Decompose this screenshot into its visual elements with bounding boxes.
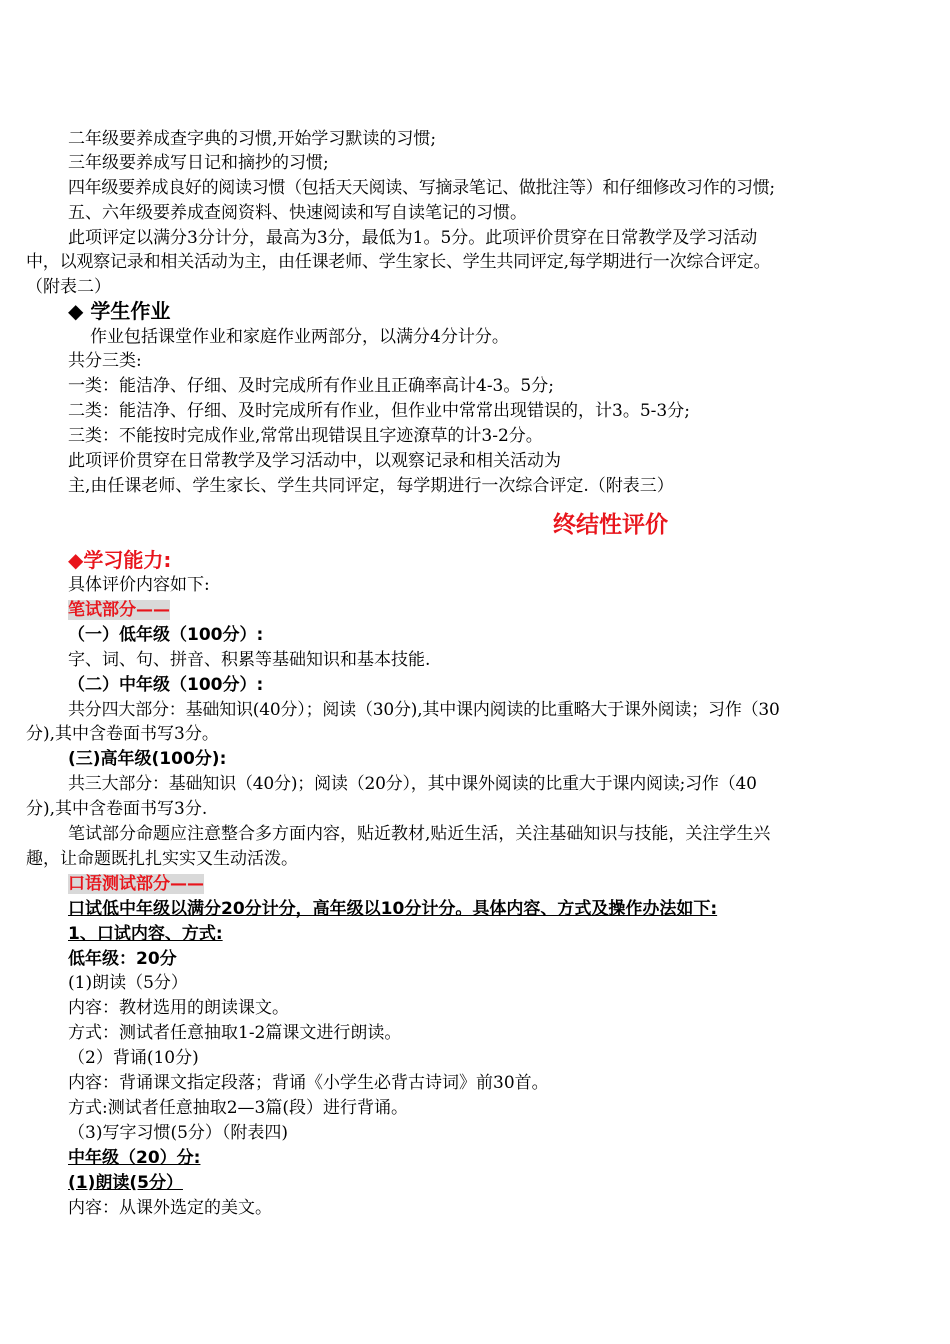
low-grade-title: （一）低年级（100分）:	[68, 625, 264, 645]
habit-eval-line-2: 中，以观察记录和相关活动为主，由任课老师、学生家长、学生共同评定,每学期进行一次综合评定。	[26, 252, 771, 272]
oral-read-title: (1)朗读（5分）	[68, 973, 188, 993]
oral-recite-title: （2）背诵(10分)	[68, 1048, 199, 1068]
habit-eval-line-1: 此项评定以满分3分计分，最高为3分，最低为1。5分。此项评价贯穿在日常教学及学习活动	[68, 228, 758, 248]
ability-intro: 具体评价内容如下:	[68, 575, 210, 595]
oral-section-label	[68, 872, 204, 896]
written-section-label	[68, 598, 170, 622]
high-grade-title: (三)高年级(100分):	[68, 749, 227, 769]
habit-grade-2: 二年级要养成查字典的习惯,开始学习默读的习惯;	[68, 129, 437, 149]
written-section-label-text: 笔试部分——	[68, 600, 170, 620]
homework-classes-label: 共分三类:	[68, 351, 142, 371]
homework-class-3: 三类：不能按时完成作业,常常出现错误且字迹潦草的计3-2分。	[68, 426, 543, 446]
homework-intro: 作业包括课堂作业和家庭作业两部分，以满分4分计分。	[90, 327, 509, 347]
oral-low-grade-title: 低年级：20分	[68, 949, 177, 969]
mid-grade-desc-2: 分),其中含卷面书写3分。	[26, 724, 219, 744]
habit-grade-4: 四年级要养成良好的阅读习惯（包括天天阅读、写摘录笔记、做批注等）和仔细修改习作的习惯;	[68, 178, 775, 198]
oral-mid-read-title: (1)朗读(5分）	[68, 1173, 183, 1193]
oral-recite-content: 内容：背诵课文指定段落；背诵《小学生必背古诗词》前30首。	[68, 1073, 549, 1093]
oral-read-content: 内容：教材选用的朗读课文。	[68, 998, 289, 1018]
homework-eval-line-2: 主,由任课老师、学生家长、学生共同评定，每学期进行一次综合评定.（附表三）	[68, 476, 674, 496]
homework-class-2: 二类：能洁净、仔细、及时完成所有作业，但作业中常常出现错误的，计3。5-3分;	[68, 401, 690, 421]
written-note-2: 趣，让命题既扎扎实实又生动活泼。	[26, 849, 298, 869]
summative-title: 终结性评价	[553, 512, 668, 538]
homework-class-1: 一类：能洁净、仔细、及时完成所有作业且正确率高计4-3。5分;	[68, 376, 554, 396]
written-note-1: 笔试部分命题应注意整合多方面内容，贴近教材,贴近生活，关注基础知识与技能，关注学生兴	[68, 824, 771, 844]
low-grade-desc: 字、词、句、拼音、积累等基础知识和基本技能.	[68, 650, 431, 670]
oral-summary: 口试低中年级以满分20分计分，高年级以10分计分。具体内容、方式及操作办法如下:	[68, 899, 718, 919]
oral-mid-grade-title: 中年级（20）分:	[68, 1148, 201, 1168]
habit-eval-line-3: （附表二）	[26, 277, 111, 297]
high-grade-desc-1: 共三大部分：基础知识（40分)；阅读（20分），其中课外阅读的比重大于课内阅读;习作（40	[68, 774, 757, 794]
oral-section-label-text: 口语测试部分——	[68, 874, 204, 894]
high-grade-desc-2: 分),其中含卷面书写3分.	[26, 799, 208, 819]
oral-writing-title: （3)写字习惯(5分）（附表四)	[68, 1123, 289, 1143]
ability-heading: ◆学习能力:	[68, 548, 172, 572]
oral-mid-read-content: 内容：从课外选定的美文。	[68, 1198, 272, 1218]
homework-eval-line-1: 此项评价贯穿在日常教学及学习活动中，以观察记录和相关活动为	[68, 451, 561, 471]
oral-section-1-title: 1、口试内容、方式:	[68, 924, 223, 944]
oral-read-method: 方式：测试者任意抽取1-2篇课文进行朗读。	[68, 1023, 402, 1043]
habit-grade-5-6: 五、六年级要养成查阅资料、快速阅读和写自读笔记的习惯。	[68, 203, 527, 223]
mid-grade-desc-1: 共分四大部分：基础知识(40分）；阅读（30分),其中课内阅读的比重略大于课外阅读；习作（30	[68, 700, 780, 720]
mid-grade-title: （二）中年级（100分）:	[68, 675, 264, 695]
homework-heading: ◆ 学生作业	[68, 299, 171, 323]
oral-recite-method: 方式:测试者任意抽取2—3篇(段）进行背诵。	[68, 1098, 408, 1118]
habit-grade-3: 三年级要养成写日记和摘抄的习惯;	[68, 153, 329, 173]
